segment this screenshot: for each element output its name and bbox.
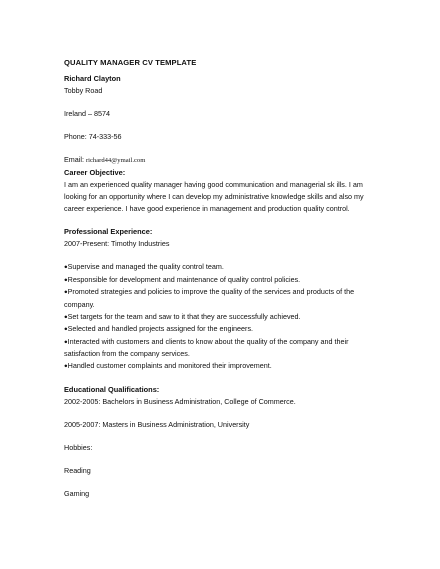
list-item-text: Handled customer complaints and monitored their improvement. [67,361,272,370]
bullet-icon: ● [64,289,68,296]
bullet-icon: ● [64,314,68,320]
cv-document [64,57,384,500]
list-item [64,336,384,361]
education-heading: Educational Qualifications: [64,384,160,394]
spacer [64,408,384,419]
experience-job: 2007-Present: Timothy Industries [64,239,170,248]
list-item-text: Selected and handled projects assigned for the engineers. [67,324,254,333]
bullet-icon: ● [64,363,68,370]
hobbies-label: Hobbies: [64,442,93,452]
list-item-text: Promoted strategies and policies to improve the quality of the services and products of the company. [64,287,355,309]
email-line [64,154,384,167]
spacer [64,373,384,384]
list-item [64,360,384,373]
list-item [64,261,384,274]
phone-line: Phone: 74-333-56 [64,132,122,141]
hobby-item: Gaming [64,488,90,498]
responsibilities-list [64,261,384,373]
career-objective-line: career experience. I have good experience in management and production quality control. [64,204,350,213]
spacer [64,120,384,131]
professional-experience-heading: Professional Experience: [64,227,153,236]
spacer [64,250,384,261]
email-value: richard44@ymail.com [85,157,146,164]
bullet-icon: ● [64,326,68,333]
education-entry: 2005-2007: Masters in Business Administration, University [64,419,250,429]
address-line-2: Ireland – 8574 [64,109,110,118]
career-objective-heading: Career Objective: [64,168,126,177]
list-item [64,311,384,324]
bullet-icon: ● [64,339,68,345]
spacer [64,431,384,442]
spacer [64,143,384,154]
list-item [64,286,384,311]
list-item-text: Interacted with customers and clients to know about the quality of the company and their satisfaction from the company services. [64,336,349,358]
hobby-item: Reading [64,465,91,475]
spacer [64,477,384,488]
education-entry: 2002-2005: Bachelors in Business Administration, College of Commerce. [64,396,296,406]
list-item-text: Supervise and managed the quality control team. [67,262,224,271]
address-line-1: Tobby Road [64,86,103,95]
list-item-text: Set targets for the team and saw to it that they are successfully achieved. [67,311,301,321]
list-item [64,274,384,287]
career-objective-line: looking for an opportunity where I can develop my administrative knowledge skills and also my [64,192,364,201]
document-title: QUALITY MANAGER CV TEMPLATE [64,58,197,67]
bullet-icon: ● [64,277,68,283]
career-objective-line: I am an experienced quality manager having good communication and managerial sk ills. I am [64,180,363,189]
spacer [64,215,384,226]
spacer [64,454,384,465]
list-item-text: Responsible for development and maintenance of quality control policies. [67,274,301,284]
bullet-icon: ● [64,264,68,271]
candidate-name: Richard Clayton [64,74,121,83]
spacer [64,97,384,108]
list-item [64,323,384,336]
email-label: Email: [64,155,86,164]
